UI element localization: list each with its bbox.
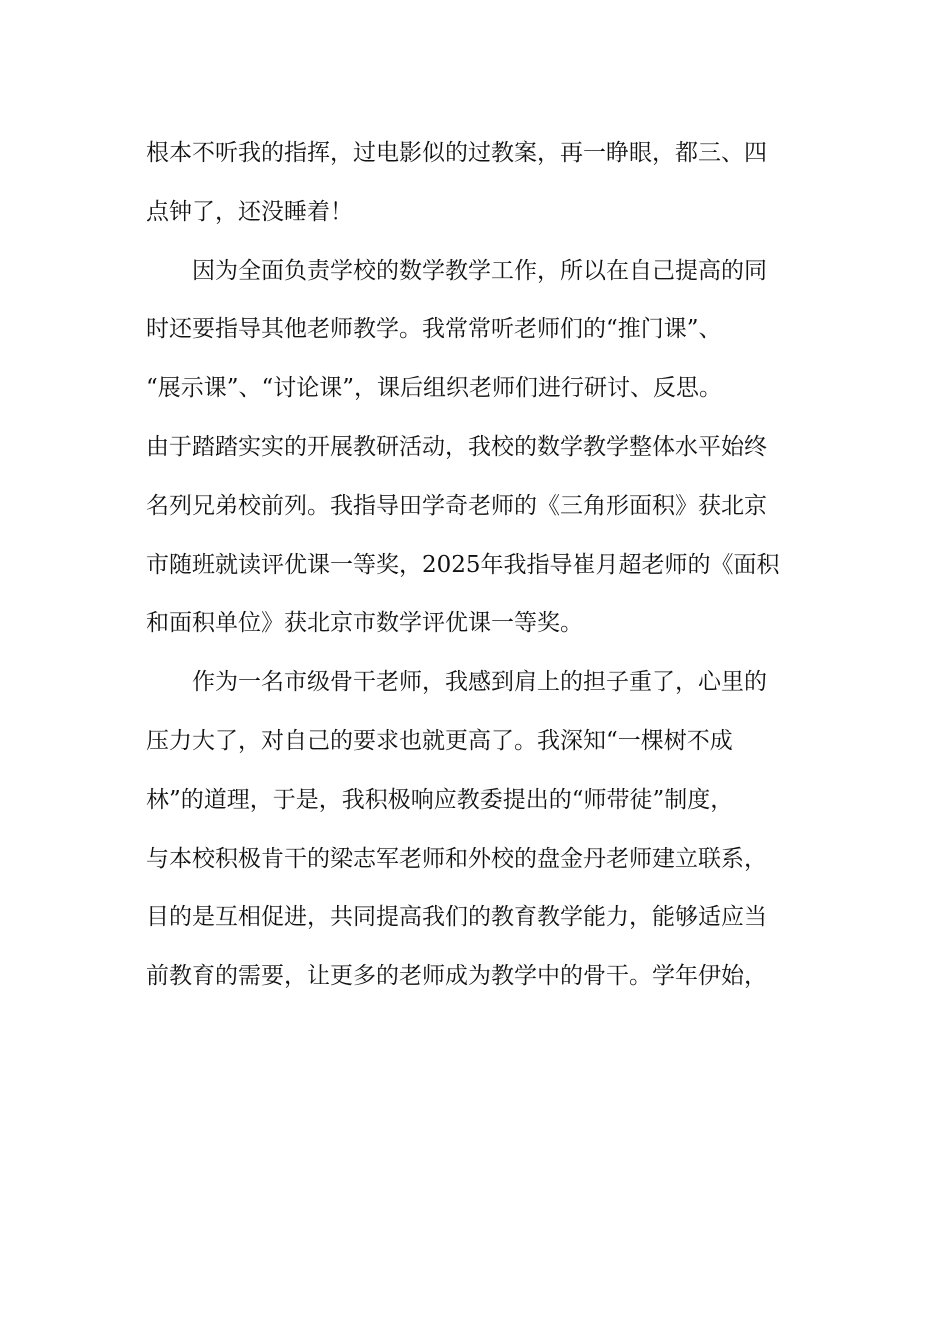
text-line-9: 和面积单位》获北京市数学评优课一等奖。 [146, 610, 583, 637]
text-line-15: 前教育的需要，让更多的老师成为教学中的骨干。学年伊始， [146, 963, 767, 990]
text-line-12: 林”的道理，于是，我积极响应教委提出的“师带徒”制度， [146, 786, 734, 813]
text-line-4: 时还要指导其他老师教学。我常常听老师们的“推门课”、 [146, 316, 722, 343]
text-line-14: 目的是互相促进，共同提高我们的教育教学能力，能够适应当 [146, 904, 767, 931]
text-line-7: 名列兄弟校前列。我指导田学奇老师的《三角形面积》获北京 [146, 492, 767, 519]
text-line-8: 市随班就读评优课一等奖，2025年我指导崔月超老师的《面积 [146, 551, 780, 578]
text-line-1: 根本不听我的指挥，过电影似的过教案，再一睁眼，都三、四 [146, 140, 767, 166]
text-line-5: “展示课”、“讨论课”，课后组织老师们进行研讨、反思。 [146, 375, 723, 402]
body-text [146, 124, 808, 1006]
text-line-6: 由于踏踏实实的开展教研活动，我校的数学教学整体水平始终 [146, 433, 767, 460]
text-line-3: 因为全面负责学校的数学教学工作，所以在自己提高的同 [192, 257, 767, 284]
text-line-10: 作为一名市级骨干老师，我感到肩上的担子重了，心里的 [192, 669, 767, 696]
text-line-11: 压力大了，对自己的要求也就更高了。我深知“一棵树不成 [146, 727, 733, 754]
text-line-2: 点钟了，还没睡着！ [146, 198, 353, 225]
text-line-13: 与本校积极肯干的梁志军老师和外校的盘金丹老师建立联系， [146, 845, 767, 872]
